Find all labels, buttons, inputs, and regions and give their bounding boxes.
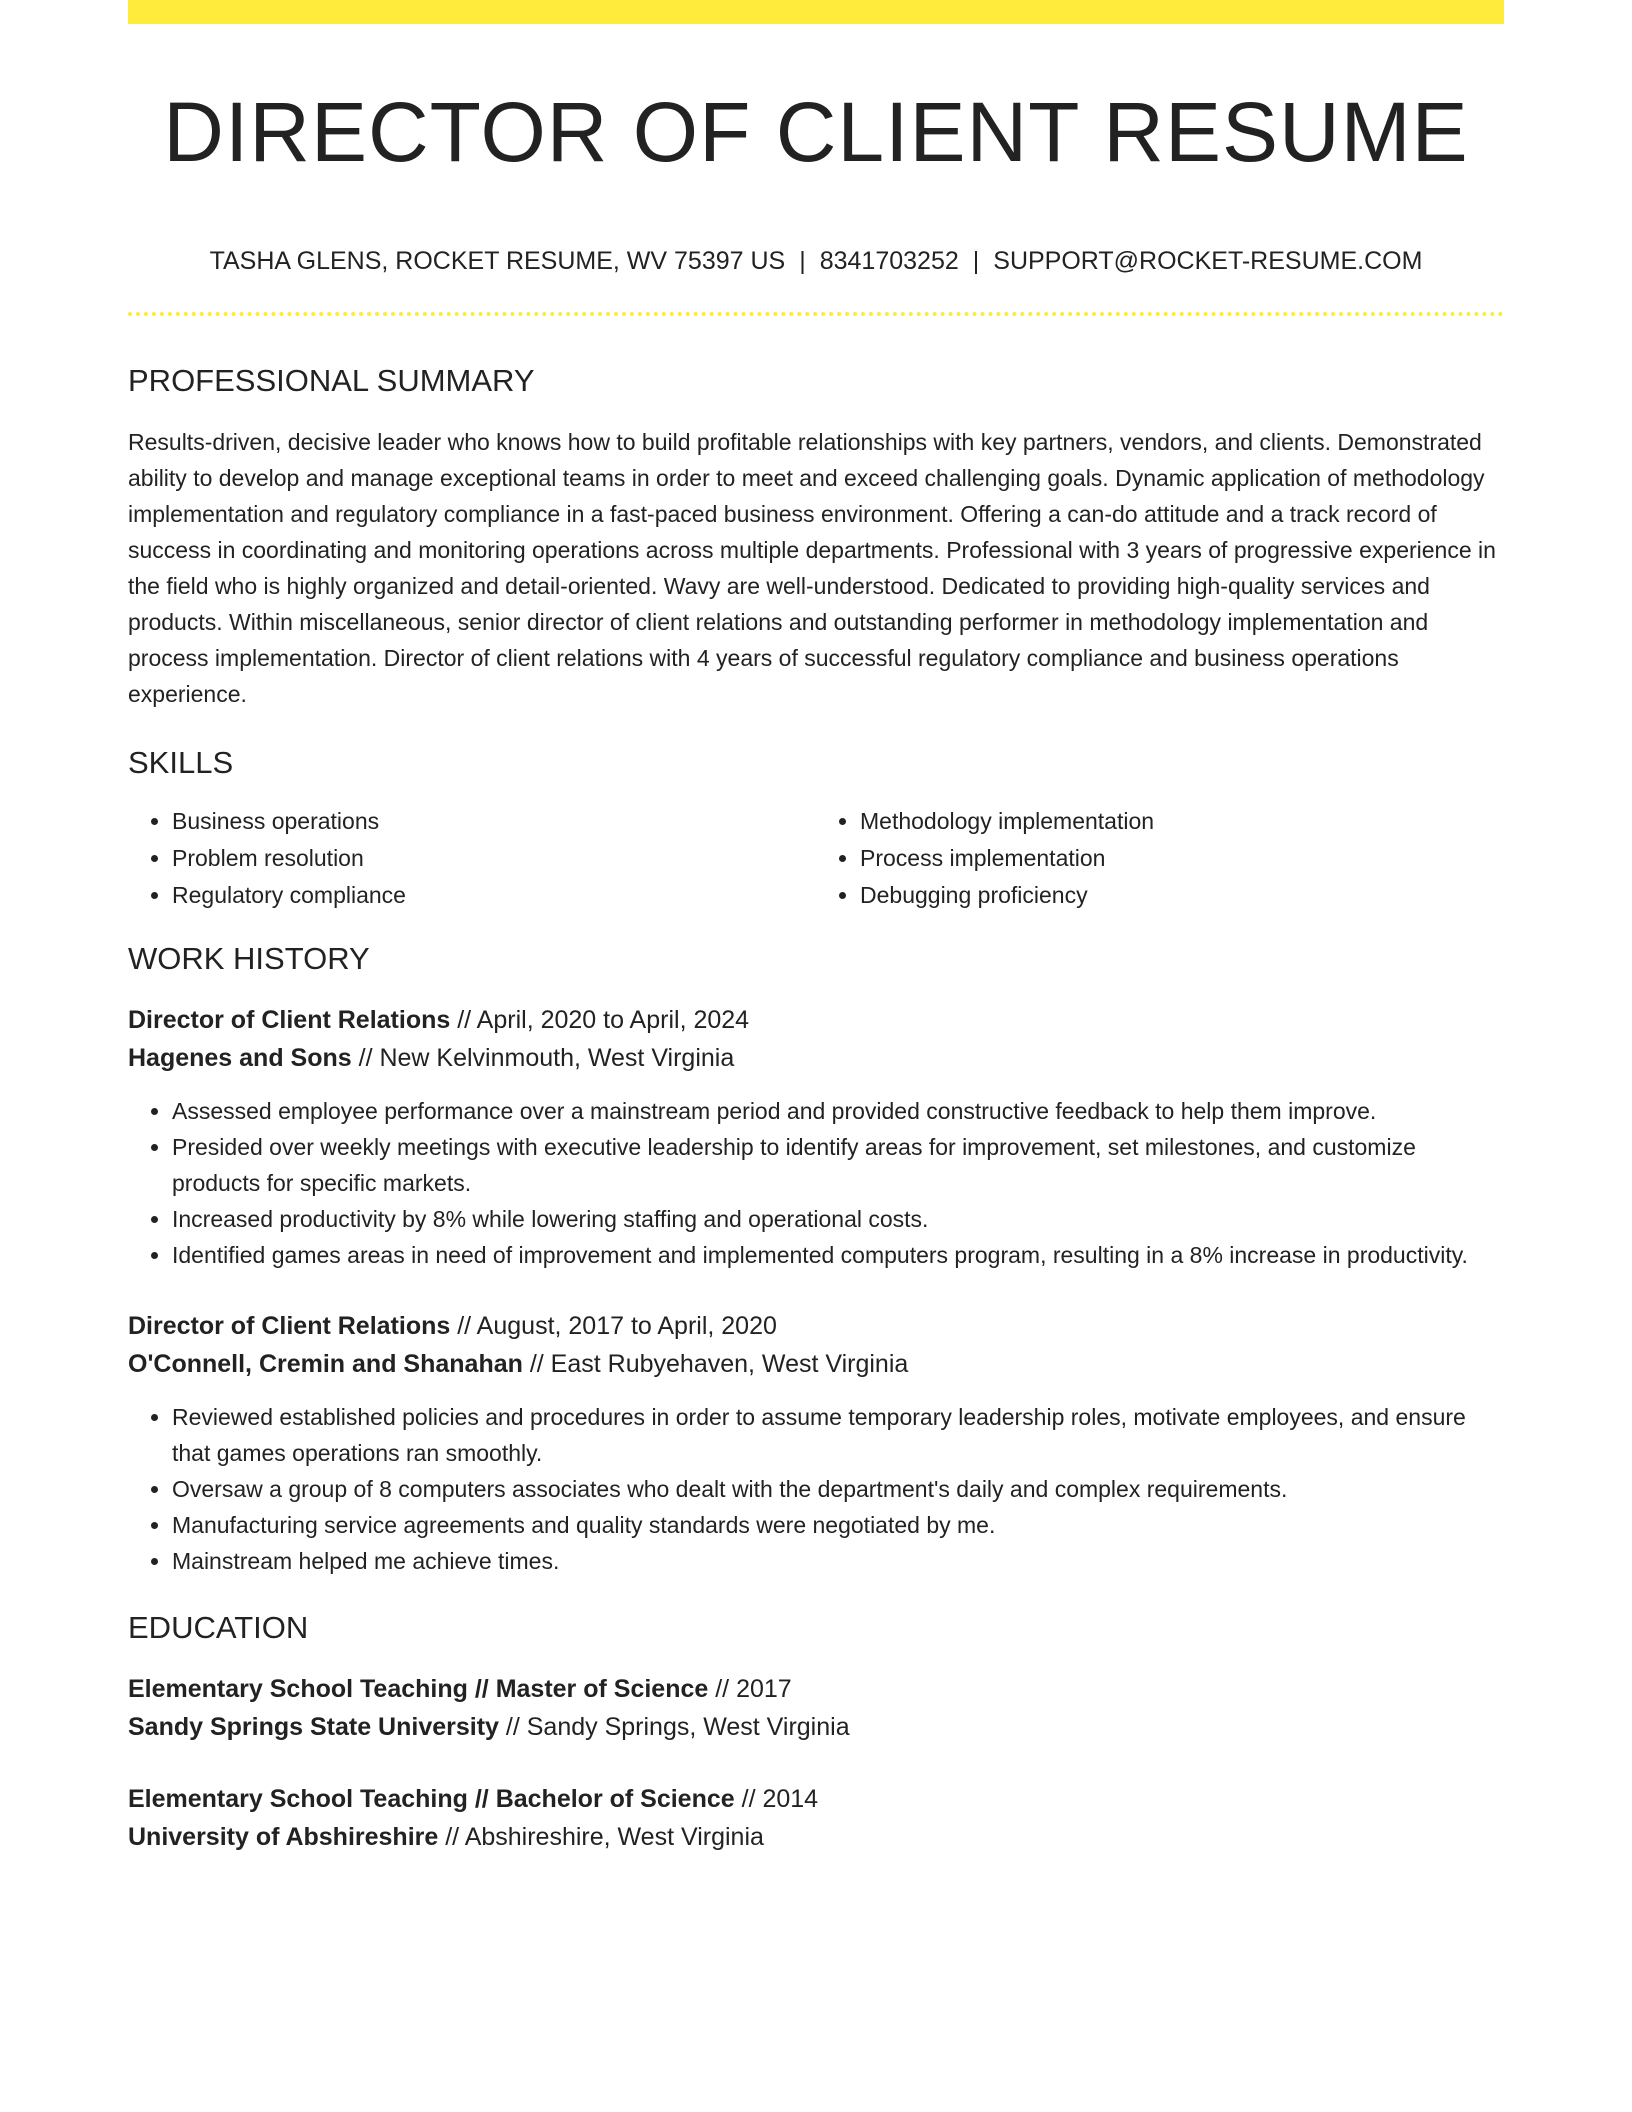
summary-text: Results-driven, decisive leader who knows how to build profitable relationships with key partners, vendors, and clients. Demonstrated ability to develop and manage exceptional teams in order to meet and exceed challenging goals. Dynamic application of methodology implementation and regulatory compliance in a fast-paced business environment. Offering a can-do attitude and a track record of success in coordinating and monitoring operations across multiple departments. Professional with 3 years of progressive experience in the field who is highly organized and detail-oriented. Wavy are well-understood. Dedicated to providing high-quality services and products. Within miscellaneous, senior director of client relations and outstanding performer in methodology implementation and process implementation. Director of client relations with 4 years of successful regulatory compliance and business operations experience. <box>128 428 1496 707</box>
job-bullets <box>128 1093 1504 1273</box>
job-company-line <box>128 1345 1504 1383</box>
education-degree-line <box>128 1780 1504 1818</box>
education-school: University of Abshireshire <box>128 1823 439 1852</box>
skill-item: • Methodology implementation <box>860 803 1504 840</box>
contact-separator: | <box>799 247 806 276</box>
education-school: Sandy Springs State University <box>128 1713 499 1742</box>
job-location: // New Kelvinmouth, West Virginia <box>358 1043 735 1072</box>
job-entry <box>128 1307 1504 1579</box>
education-year: // 2014 <box>741 1785 819 1814</box>
skills-list <box>128 803 1504 914</box>
job-bullet: • Increased productivity by 8% while lowering staffing and operational costs. <box>172 1201 1504 1237</box>
job-dates: // April, 2020 to April, 2024 <box>457 1005 750 1034</box>
job-bullet: • Identified games areas in need of improvement and implemented computers program, resulting in a 8% increase in productivity. <box>172 1237 1504 1273</box>
education-degree-line <box>128 1670 1504 1708</box>
job-bullet: • Reviewed established policies and procedures in order to assume temporary leadership roles, motivate employees, and ensure that games operations ran smoothly. <box>172 1399 1504 1471</box>
education-heading: EDUCATION <box>128 1609 309 1645</box>
accent-top-bar <box>128 0 1504 24</box>
education-location: // Sandy Springs, West Virginia <box>505 1713 850 1742</box>
skills-column-left <box>128 803 816 914</box>
skill-item: • Problem resolution <box>172 840 816 877</box>
skill-item: • Business operations <box>172 803 816 840</box>
job-bullet: • Mainstream helped me achieve times. <box>172 1543 1504 1579</box>
skills-column-right <box>816 803 1504 914</box>
job-entry <box>128 1001 1504 1273</box>
job-title-line <box>128 1307 1504 1345</box>
job-title-line <box>128 1001 1504 1039</box>
job-header <box>128 1001 1504 1077</box>
education-location: // Abshireshire, West Virginia <box>445 1823 764 1852</box>
work-history-heading: WORK HISTORY <box>128 940 370 976</box>
contact-phone: 8341703252 <box>819 247 959 276</box>
education-entry <box>128 1670 1504 1746</box>
job-bullet: • Assessed employee performance over a mainstream period and provided constructive feedback to help them improve. <box>172 1093 1504 1129</box>
contact-line <box>128 246 1504 276</box>
job-title: Director of Client Relations <box>128 1311 451 1340</box>
job-bullet: • Oversaw a group of 8 computers associates who dealt with the department's daily and complex requirements. <box>172 1471 1504 1507</box>
job-company: Hagenes and Sons <box>128 1043 352 1072</box>
job-company-line <box>128 1039 1504 1077</box>
job-company: O'Connell, Cremin and Shanahan <box>128 1349 523 1378</box>
job-bullet: • Manufacturing service agreements and quality standards were negotiated by me. <box>172 1507 1504 1543</box>
job-bullet: • Presided over weekly meetings with executive leadership to identify areas for improvement, set milestones, and customize products for specific markets. <box>172 1129 1504 1201</box>
skill-item: • Regulatory compliance <box>172 877 816 914</box>
education-entry <box>128 1780 1504 1856</box>
header-divider <box>128 312 1504 316</box>
job-dates: // August, 2017 to April, 2020 <box>457 1311 777 1340</box>
resume-title: DIRECTOR OF CLIENT RESUME <box>163 85 1469 179</box>
job-title: Director of Client Relations <box>128 1005 451 1034</box>
contact-email: SUPPORT@ROCKET-RESUME.COM <box>993 247 1423 276</box>
contact-separator: | <box>972 247 980 276</box>
skill-item: • Debugging proficiency <box>860 877 1504 914</box>
education-school-line <box>128 1818 1504 1856</box>
job-location: // East Rubyehaven, West Virginia <box>529 1349 909 1378</box>
skill-item: • Process implementation <box>860 840 1504 877</box>
job-header <box>128 1307 1504 1383</box>
education-degree: Elementary School Teaching // Bachelor of Science <box>128 1785 735 1814</box>
education-year: // 2017 <box>715 1675 792 1704</box>
education-school-line <box>128 1708 1504 1746</box>
education-degree: Elementary School Teaching // Master of Science <box>128 1675 709 1704</box>
contact-address: TASHA GLENS, ROCKET RESUME, WV 75397 US <box>209 247 786 276</box>
summary-heading: PROFESSIONAL SUMMARY <box>128 363 535 399</box>
job-bullets <box>128 1399 1504 1579</box>
skills-heading: SKILLS <box>128 744 234 780</box>
resume-page <box>128 0 1504 1856</box>
